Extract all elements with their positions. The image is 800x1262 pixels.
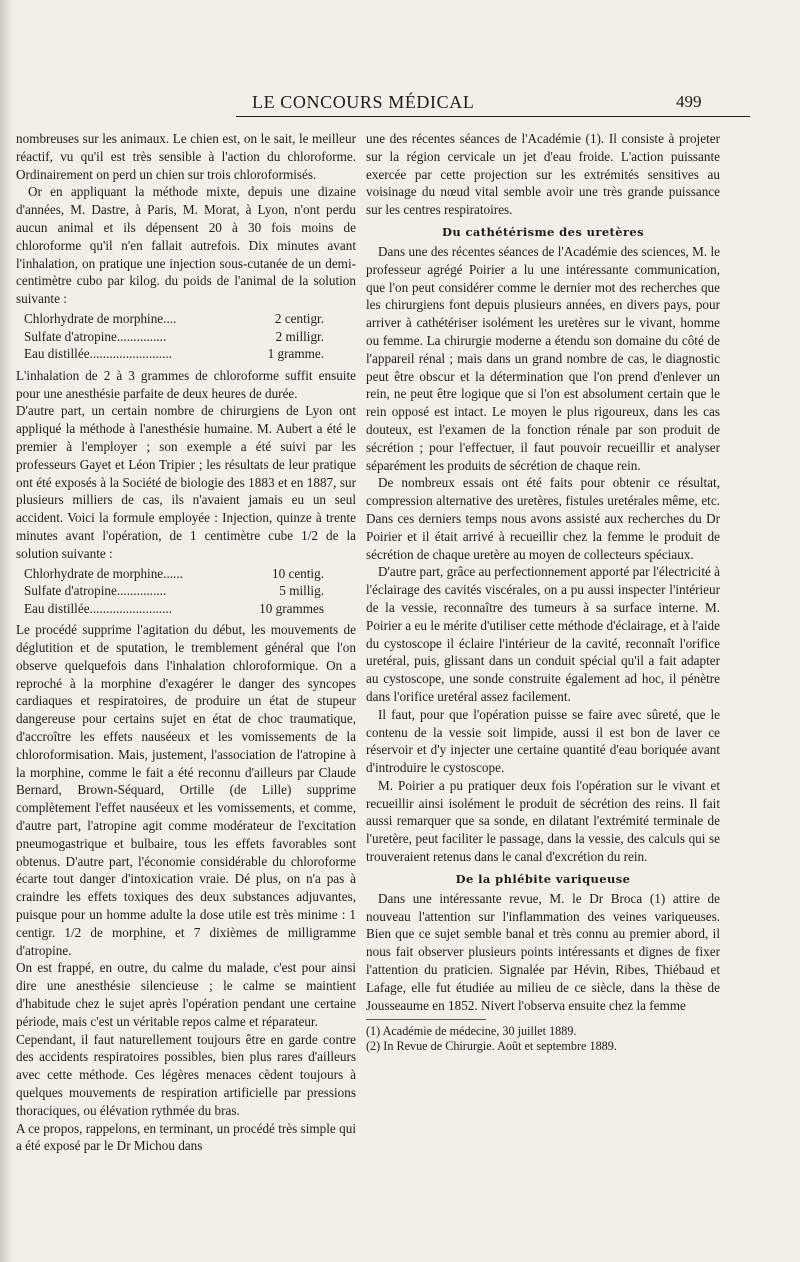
page-number: 499: [676, 92, 702, 111]
paragraph: Or en appliquant la méthode mixte, depuis une dizaine d'années, M. Dastre, à Paris, M. Morat, à Lyon, n'ont perdu aucun animal et ils dépensent 20 à 30 fois moins de chloroforme qu'il n'en fallait autrefois. Dix minutes avant l'inhalation, on pratique une injection sous-cutanée de un demi-centimètre cubo par kilog. du poids de l'animal de la solution suivante :: [16, 184, 356, 307]
formula-dose: 10 grammes: [259, 600, 324, 616]
formula-dose: 2 milligr.: [275, 328, 324, 344]
footnote: (2) In Revue de Chirurgie. Août et septembre 1889.: [366, 1039, 617, 1054]
formula-row: [24, 565, 324, 583]
paragraph: Cependant, il faut naturellement toujours être en garde contre des accidents respiratoires possibles, bien plus rares d'ailleurs avec cette méthode. Ces légères menaces cèdent toujours à quelques mouvements de respiration artificielle par pressions thoraciques, ou élévation rythmée du bras.: [16, 1031, 356, 1118]
formula-item: Sulfate d'atropine...............: [24, 328, 167, 344]
footnote-rule: [366, 1019, 486, 1020]
paragraph: une des récentes séances de l'Académie (1). Il consiste à projeter sur la région cervicale un jet d'eau froide. L'action puissante exercée par cette projection sur les extrémités sensitives au voisinage du nœud vital semble avoir une très grande puissance sur les centres respiratoires.: [366, 131, 720, 218]
paragraph: De nombreux essais ont été faits pour obtenir ce résultat, compression alternative des uretères, fistules uretérales même, etc. Dans ces derniers temps nous avons assisté aux recherches du Dr Poirier et il était arrivé à recueillir chez la femme le produit de sécrétion de chaque uretère au moyen de collecteurs spéciaux.: [366, 475, 720, 562]
formula-item: Chlorhydrate de morphine....: [24, 310, 177, 326]
formula-item: Eau distillée.........................: [24, 600, 172, 616]
left-column: [16, 130, 356, 1155]
formula-dose: 1 gramme.: [267, 346, 324, 362]
formula-row: [24, 345, 324, 363]
formula-item: Sulfate d'atropine...............: [24, 583, 167, 599]
footnote: (1) Académie de médecine, 30 juillet 1889.: [366, 1024, 577, 1039]
formula-dose: 2 centigr.: [274, 310, 324, 326]
journal-title: LE CONCOURS MÉDICAL: [252, 92, 475, 112]
section-heading: Du cathétérisme des uretères: [441, 224, 645, 239]
formula-dose: 5 millig.: [279, 583, 324, 599]
paragraph: L'inhalation de 2 à 3 grammes de chloroforme suffit ensuite pour une anesthésie parfaite de deux heures de durée.: [16, 367, 356, 401]
paragraph: D'autre part, grâce au perfectionnement apporté par l'électricité à l'éclairage des cavités viscérales, on a pu aussi inspecter l'intérieur de la vessie, reconnaître des tumeurs à sa surface interne. M. Poirier a eu le mérite d'utiliser cette méthode d'éclairage, et à l'aide du cystoscope il éclaire l'intérieur de la cavité, reconnaît l'orifice uretéral, puis, glissant dans un conduit spécial qu'il a fait adapter au cystoscope, une sonde construite également ad hoc, il pénètre dans l'orifice uretéral assez facilement.: [366, 564, 720, 704]
formula-item: Chlorhydrate de morphine......: [24, 565, 183, 581]
paragraph: Dans une intéressante revue, M. le Dr Broca (1) attire de nouveau l'attention sur l'inflammation des veines variqueuses. Bien que ce sujet semble banal et très connu au premier abord, il nous fait observer plusieurs points intéressants et dignes de fixer l'attention du praticien. Signalée par Hévin, Ribes, Thiébaud et Lafage, elle fut étudiée au milieu de ce siècle, dans la thèse de Jousseaume en 1852. Nivert l'observa ensuite chez la femme: [366, 890, 720, 1013]
paragraph: M. Poirier a pu pratiquer deux fois l'opération sur le vivant et recueillir ainsi isolément le produit de sécrétion des reins. Il fait aussi remarquer que sa sonde, en dilatant l'extrémité terminale de l'uretère, peut faciliter le passage, dans la vessie, des calculs qui se trouveraient retenus dans le canal d'excrétion du rein.: [366, 777, 720, 865]
section-heading: De la phlébite variqueuse: [455, 871, 631, 886]
formula-row: [24, 582, 324, 600]
formula-item: Eau distillée.........................: [24, 346, 172, 362]
right-column: [366, 130, 720, 1054]
header-rule: [236, 116, 750, 117]
prescription-formula: [24, 310, 356, 363]
prescription-formula: [24, 565, 356, 618]
page-binding-edge: [0, 0, 14, 1262]
running-header: [0, 86, 800, 116]
paragraph: A ce propos, rappelons, en terminant, un procédé très simple qui a été exposé par le Dr Michou dans: [16, 1120, 356, 1154]
paragraph: nombreuses sur les animaux. Le chien est, on le sait, le meilleur réactif, vu qu'il est très sensible à l'action du chloroforme. Ordinairement on perd un chien sur trois chloroformisés.: [16, 131, 356, 182]
paragraph: Il faut, pour que l'opération puisse se faire avec sûreté, que le contenu de la vessie soit limpide, aussi il est bon de laver ce réservoir et d'y injecter une certaine quantité d'eau boriquée avant d'introduire le cystoscope.: [366, 706, 720, 776]
formula-row: [24, 328, 324, 346]
formula-dose: 10 centig.: [271, 565, 324, 581]
paragraph: D'autre part, un certain nombre de chirurgiens de Lyon ont appliqué la méthode à l'anesthésie humaine. M. Aubert a été le premier à l'employer ; son exemple a été suivi par les professeurs Gayet et Léon Tripier ; les résultats de leur pratique ont été exposés à la Société de biologie des 1883 et en 1887, sur plusieurs milliers de cas, ils n'avaient jamais eu un seul accident. Voici la formule employée : Injection, quinze à trente minutes avant l'opération, de 1 centimètre cube 1/2 de la solution suivante :: [16, 403, 356, 561]
paragraph: Le procédé supprime l'agitation du début, les mouvements de déglutition et de sputation, le tremblement général que l'on observe quelquefois dans l'inhalation chloroformique. On a reproché à la morphine d'exagérer le danger des syncopes cardiaques et respiratoires, de produire un état de stupeur dangereuse pour certains sujet en état de choc traumatique, d'accroître les effets nauséeux et les vomissements de la chloroformisation. Mais, justement, l'association de l'atropine à la morphine, comme le fait a été reconnu d'ailleurs par Claude Bernard, Brown-Séquard, Ortille (de Lille) supprime complètement l'effet nauséeux et les vomissements, et comme, d'autre part, l'atropine agit comme modérateur de l'excitation pneumogastrique et bulbaire, tous les effets favorables sont obtenus. D'autre part, l'économie considérable du chloroforme écarte tout danger d'intoxication vraie. Dé plus, on n'a pas à craindre les effets toxiques des deux substances adjuvantes, puisque pour un homme adulte la dose utile est très minime : 1 centigr. 1/2 de morphine, et 7 dixièmes de milligramme d'atropine.: [16, 622, 356, 958]
paragraph: On est frappé, en outre, du calme du malade, c'est pour ainsi dire une anesthésie silencieuse ; le calme se maintient d'habitude chez le sujet après l'opération pendant une certaine période, mais c'est un véritable repos calme et réparateur.: [16, 960, 356, 1029]
paragraph: Dans une des récentes séances de l'Académie des sciences, M. le professeur agrégé Poirier a lu une intéressante communication, que l'on peut considérer comme le dernier mot des recherches que les chirurgiens font depuis plusieurs années, en divers pays, pour arriver à cathétériser isolément les uretères sur le vivant, homme ou femme. La chirurgie moderne a étendu son domaine du côté de l'appareil rénal ; mais dans un grand nombre de cas, le diagnostic peut être obscur et la détermination que l'on prend d'enlever un rein, ne peut être logique que si l'on est absolument certain que le rein opposé est intact. Le moyen le plus rigoureux, dans les cas douteux, est l'examen de la fonction rénale par son produit de sécrétion ; pour l'effectuer, il faut pouvoir recueillir et analyser séparément les produits de sécrétion de chaque rein.: [366, 243, 720, 473]
formula-row: [24, 310, 324, 328]
formula-row: [24, 600, 324, 618]
